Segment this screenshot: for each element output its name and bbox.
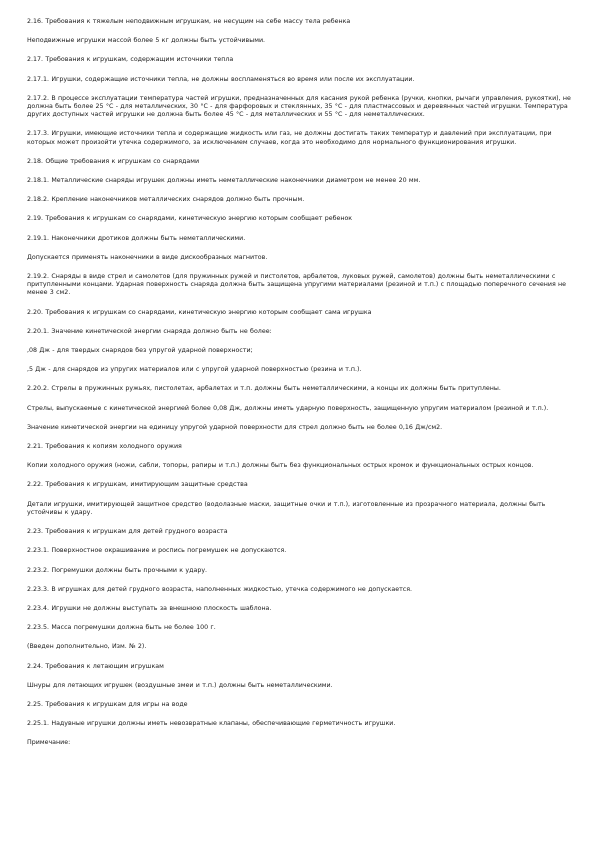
paragraph: Значение кинетической энергии на единицу упругой ударной поверхности для стрел должно быть не более 0,16 Дж/см2. bbox=[27, 423, 443, 431]
paragraph: ,08 Дж - для твердых снарядов без упругой ударной поверхности; bbox=[27, 347, 253, 355]
section-heading-2-20: 2.20. Требования к игрушкам со снарядами, кинетическую энергию которым сообщает сама игрушка bbox=[27, 308, 372, 316]
paragraph: 2.23.3. В игрушках для детей грудного возраста, наполненных жидкостью, утечка содержимого не допускается. bbox=[27, 585, 413, 593]
paragraph: Детали игрушки, имитирующей защитное средство (водолазные маски, защитные очки и т.п.), изготовленные из прозрачного материала, должны быть устойчивы к удару. bbox=[27, 500, 546, 516]
paragraph: 2.19.1. Наконечники дротиков должны быть неметаллическими. bbox=[27, 234, 246, 242]
paragraph: 2.17.2. В процессе эксплуатации температура частей игрушки, предназначенных для касания рукой ребенка (ручки, кнопки, рычаги управления, рукоятки), не должна быть более 25 °С - для металлических, 30 °С - для фарфоровых и стеклянных, 35 °С - для пластмассовых и деревянных частей игрушки. Температура других доступных частей игрушки не должна быть более 45 °С - для металлических и 55 °С - для неметаллических. bbox=[27, 94, 571, 119]
note-label: Примечание: bbox=[27, 739, 71, 747]
paragraph: 2.17.3. Игрушки, имеющие источники тепла и содержащие жидкость или газ, не должны достигать таких температур и давлений при эксплуатации, при которых может произойти утечка содержимого, за исключением случаев, когда это необходимо для нормального функционирования игрушки. bbox=[27, 130, 552, 146]
paragraph: Шнуры для летающих игрушек (воздушные змеи и т.п.) должны быть неметаллическими. bbox=[27, 681, 333, 689]
paragraph: Неподвижные игрушки массой более 5 кг должны быть устойчивыми. bbox=[27, 37, 266, 45]
paragraph: ,5 Дж - для снарядов из упругих материалов или с упругой ударной поверхностью (резина и т.п.). bbox=[27, 366, 362, 374]
paragraph: Допускается применять наконечники в виде дискообразных магнитов. bbox=[27, 253, 268, 261]
paragraph: Копии холодного оружия (ножи, сабли, топоры, рапиры и т.п.) должны быть без функциональных острых кромок и функциональных острых концов. bbox=[27, 462, 534, 470]
paragraph: 2.18.2. Крепление наконечников металлических снарядов должно быть прочным. bbox=[27, 196, 305, 204]
paragraph: 2.17.1. Игрушки, содержащие источники тепла, не должны воспламеняться во время или после их эксплуатации. bbox=[27, 75, 415, 83]
section-heading-2-21: 2.21. Требования к копиям холодного оружия bbox=[27, 443, 182, 451]
section-heading-2-16: 2.16. Требования к тяжелым неподвижным игрушкам, не несущим на себе массу тела ребенка bbox=[27, 18, 351, 25]
document-page bbox=[27, 18, 575, 759]
section-heading-2-18: 2.18. Общие требования к игрушкам со снарядами bbox=[27, 157, 200, 165]
paragraph: 2.23.5. Масса погремушки должна быть не более 100 г. bbox=[27, 624, 216, 632]
section-heading-2-17: 2.17. Требования к игрушкам, содержащим источники тепла bbox=[27, 56, 234, 64]
paragraph: 2.20.2. Стрелы в пружинных ружьях, пистолетах, арбалетах и т.п. должны быть неметаллическими, а концы их должны быть притуплены. bbox=[27, 385, 501, 393]
paragraph: 2.18.1. Металлические снаряды игрушек должны иметь неметаллические наконечники диаметром не менее 20 мм. bbox=[27, 177, 421, 185]
paragraph: 2.23.4. Игрушки не должны выступать за внешнюю плоскость шаблона. bbox=[27, 604, 272, 612]
section-heading-2-19: 2.19. Требования к игрушкам со снарядами, кинетическую энергию которым сообщает ребенок bbox=[27, 215, 353, 223]
paragraph: 2.20.1. Значение кинетической энергии снаряда должно быть не более: bbox=[27, 327, 272, 335]
paragraph: 2.25.1. Надувные игрушки должны иметь невозвратные клапаны, обеспечивающие герметичность игрушки. bbox=[27, 720, 396, 728]
section-heading-2-22: 2.22. Требования к игрушкам, имитирующим защитные средства bbox=[27, 481, 248, 489]
section-heading-2-24: 2.24. Требования к летающим игрушкам bbox=[27, 662, 164, 670]
paragraph: 2.19.2. Снаряды в виде стрел и самолетов (для пружинных ружей и пистолетов, арбалетов, луковых ружей, самолетов) должны быть неметаллическими с притупленными концами. Ударная поверхность снаряда должна быть защищена упругими материалами (резиной и т.п.) с площадью поперечного сечения не менее 3 см2. bbox=[27, 273, 567, 297]
section-heading-2-23: 2.23. Требования к игрушкам для детей грудного возраста bbox=[27, 528, 228, 536]
paragraph: Стрелы, выпускаемые с кинетической энергией более 0,08 Дж, должны иметь ударную поверхность, защищенную упругим материалом (резиной и т.п.). bbox=[27, 404, 549, 412]
paragraph: 2.23.2. Погремушки должны быть прочными к удару. bbox=[27, 566, 208, 574]
amendment-note: (Введен дополнительно, Изм. № 2). bbox=[27, 643, 147, 651]
section-heading-2-25: 2.25. Требования к игрушкам для игры на воде bbox=[27, 700, 188, 708]
paragraph: 2.23.1. Поверхностное окрашивание и роспись погремушек не допускаются. bbox=[27, 547, 287, 555]
